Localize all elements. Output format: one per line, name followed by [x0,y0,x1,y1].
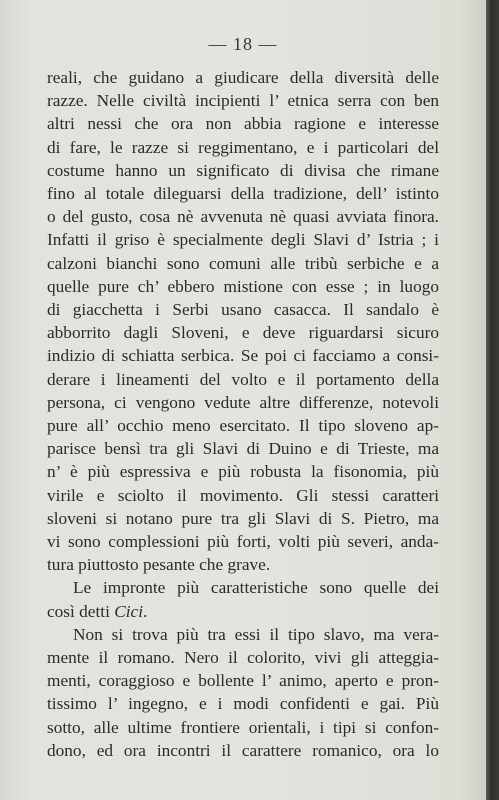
punctuation: . [143,601,148,621]
text-fragment: così detti [47,601,115,621]
book-binding-edge [486,0,499,800]
text-line: fino al totale dileguarsi della tradizione, dell’ istinto [47,184,439,204]
text-line-with-italic [47,600,439,623]
text-line: di giacchetta i Serbi usano casacca. Il sandalo è [47,300,439,320]
text-line: indizio di schiatta serbica. Se poi ci facciamo a consi- [47,346,439,366]
text-line: n’ è più espressiva e più robusta la fisonomia, più [47,462,439,482]
page-number: — 18 — [208,34,278,54]
text-line: o del gusto, cosa nè avvenuta nè quasi avviata finora. [47,207,439,227]
body-text [47,66,439,762]
text-line: derare i lineamenti del volto e il portamento della [47,369,439,389]
paragraph-3 [47,623,439,762]
text-line: virile e sciolto il movimento. Gli stessi caratteri [47,485,439,505]
text-line: tissimo l’ ingegno, e i modi confidenti e gai. Più [47,694,439,714]
text-line: vi sono complessioni più forti, volti più severi, anda- [47,532,439,552]
text-line: abborrito dagli Sloveni, e deve riguardarsi sicuro [47,323,439,343]
text-line: Non si trova più tra essi il tipo slavo, ma vera- [73,624,439,644]
text-line: costume hanno un significato di divisa che rimane [47,160,439,180]
paragraph-2 [47,576,439,622]
text-line: dono, ed ora incontri il carattere romanico, ora lo [47,740,439,760]
text-line: sotto, alle ultime frontiere orientali, i tipi si confon- [47,717,439,737]
text-line: tura piuttosto pesante che grave. [47,555,271,575]
text-line: calzoni bianchi sono comuni alle tribù serbiche e a [47,253,439,273]
paragraph-1 [47,66,439,576]
text-line: persona, ci vengono vedute altre differenze, notevoli [47,392,439,412]
text-line: di fare, le razze si reggimentano, e i particolari del [47,137,439,157]
text-line: razze. Nelle civiltà incipienti l’ etnica serra con ben [47,91,439,111]
text-line: sloveni si notano pure tra gli Slavi di S. Pietro, ma [47,508,439,528]
text-line: reali, che guidano a giudicare della diversità delle [47,68,439,87]
text-line: mente il romano. Nero il colorito, vivi gli atteggia- [47,648,439,668]
text-line: Infatti il griso è specialmente degli Slavi d’ Istria ; i [47,230,439,250]
text-line: Le impronte più caratteristiche sono quelle dei [73,578,439,598]
text-line: pure all’ occhio meno esercitato. Il tipo sloveno ap- [47,416,439,436]
text-line: menti, coraggioso e bollente l’ animo, aperto e pron- [47,671,439,691]
text-line: altri nessi che ora non abbia ragione e interesse [47,114,439,134]
text-line: quelle pure ch’ ebbero mistione con esse ; in luogo [47,276,439,296]
text-line: parisce bensì tra gli Slavi di Duino e di Trieste, ma [47,439,439,459]
italic-term: Cici [114,601,144,621]
